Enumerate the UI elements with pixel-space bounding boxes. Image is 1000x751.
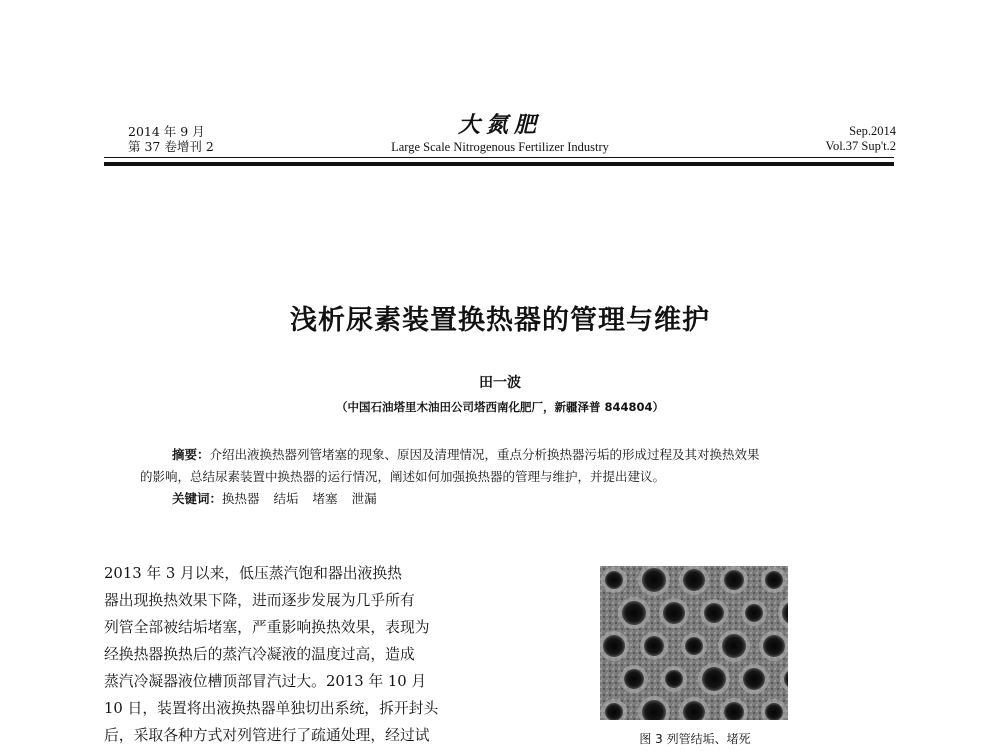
- tube-hole: [663, 602, 685, 624]
- header-volume-en: Vol.37 Sup't.2: [825, 139, 896, 153]
- tube-sheet-image: [600, 566, 788, 720]
- tube-hole: [704, 603, 724, 623]
- header-date-en: Sep.2014: [849, 124, 896, 138]
- abstract-label: 摘要：: [172, 447, 210, 462]
- tube-hole: [763, 635, 785, 657]
- body-line: 蒸汽冷凝器液位槽顶部冒汽过大。2013 年 10 月: [104, 673, 427, 690]
- header-date-volume-en: [826, 124, 896, 154]
- tube-hole: [743, 668, 765, 690]
- header-volume: 第 37 卷增刊 2: [128, 139, 214, 154]
- header-rule-thick: [104, 162, 894, 166]
- header-rule-thin: [104, 157, 894, 158]
- abstract-block: [140, 444, 870, 510]
- keyword: 堵塞: [312, 491, 338, 506]
- tube-hole: [683, 569, 705, 591]
- tube-hole: [603, 635, 625, 657]
- tube-hole: [685, 637, 703, 655]
- keyword: 换热器: [222, 491, 260, 506]
- tube-hole: [622, 601, 646, 625]
- body-line: 10 日，装置将出液换热器单独切出系统，拆开封头: [104, 700, 439, 717]
- abstract-line-1: [140, 444, 870, 466]
- body-line: 2013 年 3 月以来，低压蒸汽饱和器出液换热: [104, 565, 402, 582]
- article-title: 浅析尿素装置换热器的管理与维护: [290, 305, 710, 336]
- figure-caption: 图 3 列管结垢、堵死: [639, 732, 751, 746]
- tube-hole: [605, 571, 623, 589]
- body-text-column: [104, 560, 489, 749]
- journal-english-name: Large Scale Nitrogenous Fertilizer Industry: [391, 140, 609, 154]
- article-affiliation: （中国石油塔里木油田公司塔西南化肥厂，新疆泽普 844804）: [335, 400, 664, 414]
- body-line: 器出现换热效果下降，进而逐步发展为几乎所有: [104, 592, 415, 609]
- tube-hole: [702, 667, 726, 691]
- abstract-text-2: 的影响，总结尿素装置中换热器的运行情况，阐述如何加强换热器的管理与维护，并提出建议。: [140, 469, 666, 484]
- keywords-line: [140, 488, 870, 510]
- journal-logo: 大氮肥: [457, 112, 542, 138]
- keyword: 泄漏: [351, 491, 377, 506]
- body-line: 经换热器换热后的蒸汽冷凝液的温度过高，造成: [104, 646, 415, 663]
- tube-hole: [724, 570, 744, 590]
- abstract-text-1: 介绍出液换热器列管堵塞的现象、原因及清理情况，重点分析换热器污垢的形成过程及其对换热效果: [209, 447, 760, 462]
- tube-hole: [722, 634, 746, 658]
- keyword: 结垢: [273, 491, 299, 506]
- article-author: 田一波: [479, 375, 521, 391]
- body-line: 后，采取各种方式对列管进行了疏通处理，经过试: [104, 727, 430, 744]
- tube-hole: [644, 636, 664, 656]
- keywords-label: 关键词：: [172, 491, 223, 506]
- tube-hole: [642, 568, 666, 592]
- body-line: 列管全部被结垢堵塞，严重影响换热效果，表现为: [104, 619, 430, 636]
- tube-hole: [765, 571, 783, 589]
- tube-hole: [665, 670, 683, 688]
- tube-hole: [745, 604, 763, 622]
- header-date: 2014 年 9 月: [128, 124, 205, 139]
- tube-hole: [624, 669, 644, 689]
- clogged-tubes-photo: [600, 566, 788, 720]
